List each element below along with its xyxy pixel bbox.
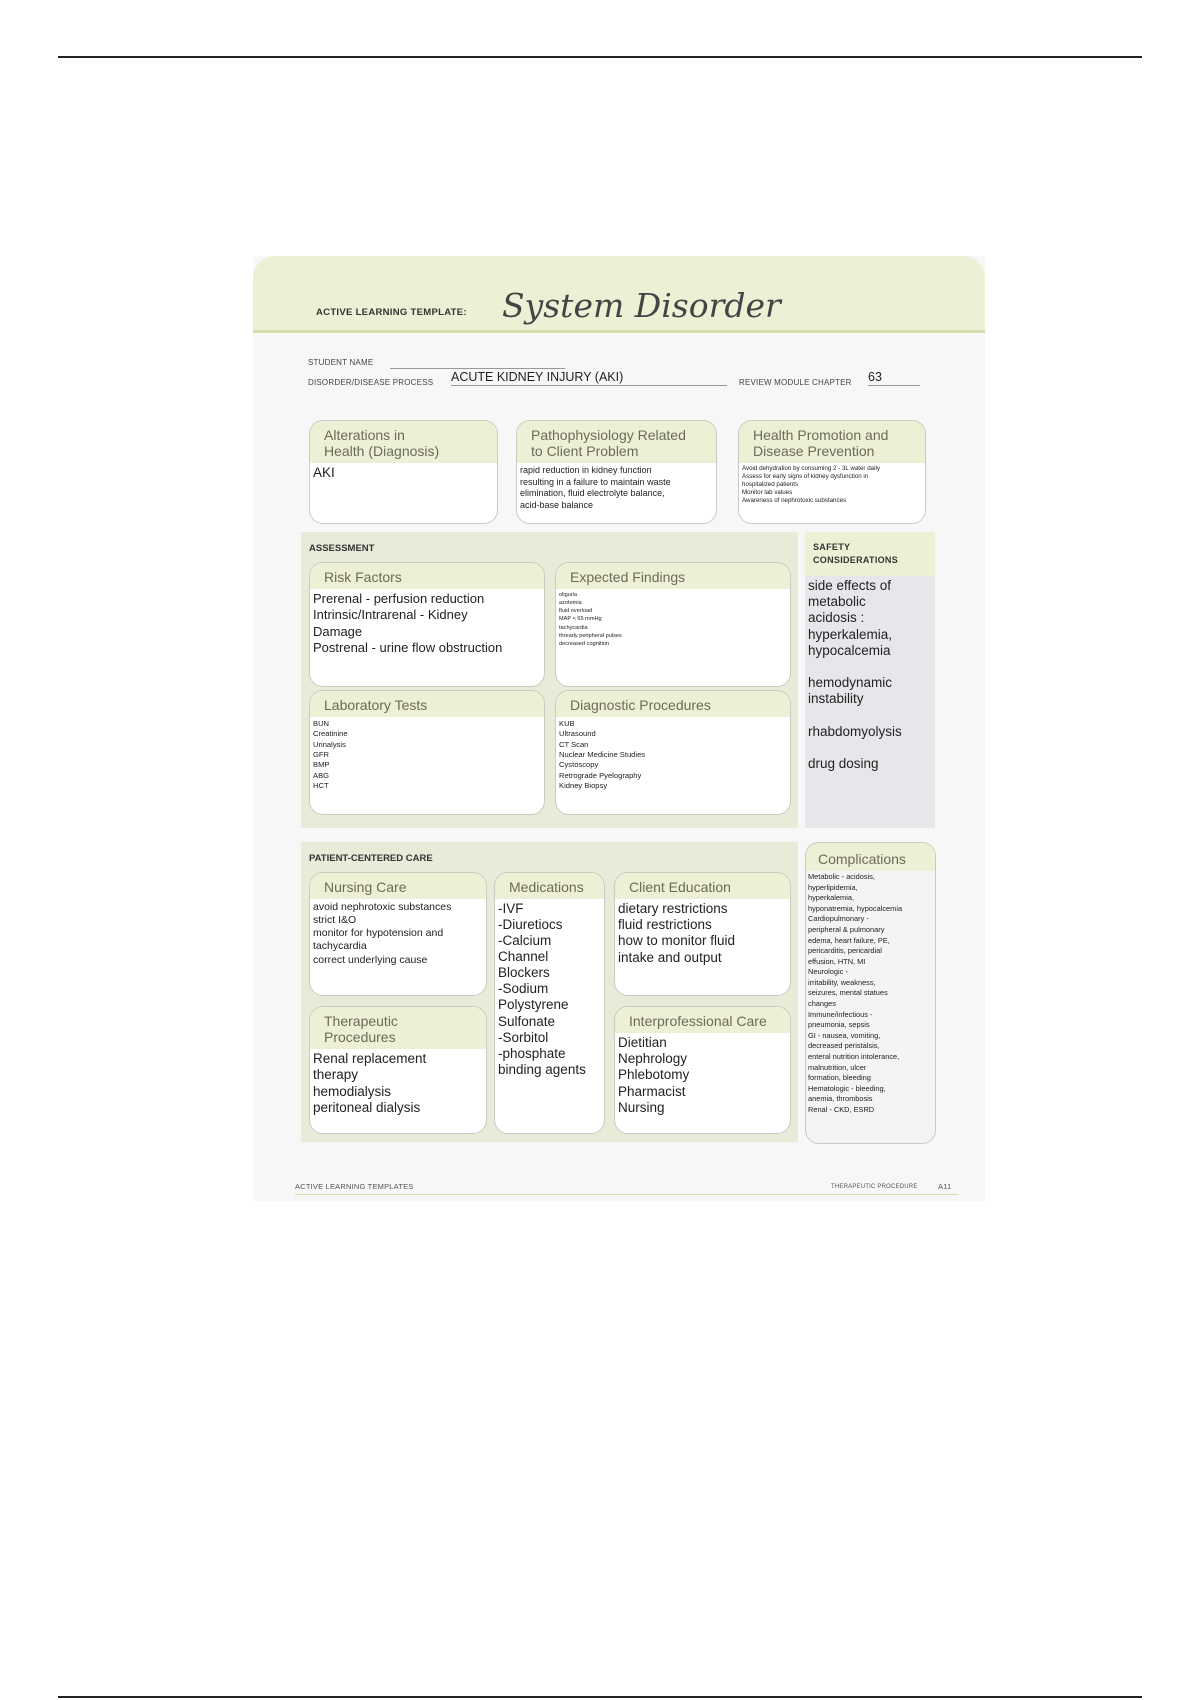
nursing-care-content[interactable]: avoid nephrotoxic substances strict I&O monitor for hypotension and tachycardia correct underlying cause <box>313 901 452 966</box>
disorder-field[interactable] <box>451 368 727 386</box>
health-promotion-title: Health Promotion and Disease Prevention <box>739 421 925 463</box>
patient-care-label: PATIENT-CENTERED CARE <box>309 853 433 864</box>
health-promotion-content[interactable]: Avoid dehydration by consuming 2 - 3L water daily Assess for early signs of kidney dysfunction in hospitalized patients Monitor lab values Awareness of nephrotoxic substances <box>742 465 880 505</box>
nursing-care-box <box>309 872 487 996</box>
student-name-label: STUDENT NAME <box>308 358 374 367</box>
diagnostic-procedures-box <box>555 690 791 815</box>
laboratory-tests-title: Laboratory Tests <box>310 691 544 717</box>
safety-header <box>805 532 935 576</box>
expected-findings-box <box>555 562 791 687</box>
chapter-label: REVIEW MODULE CHAPTER <box>739 378 852 387</box>
disorder-label: DISORDER/DISEASE PROCESS <box>308 378 434 387</box>
footer-rule <box>295 1194 958 1195</box>
disorder-value: ACUTE KIDNEY INJURY (AKI) <box>451 370 624 384</box>
complications-title: Complications <box>806 843 935 871</box>
risk-factors-box <box>309 562 545 687</box>
client-education-content[interactable]: dietary restrictions fluid restrictions how to monitor fluid intake and output <box>618 901 736 965</box>
medications-box <box>494 872 605 1134</box>
interprofessional-care-box <box>614 1006 791 1134</box>
complications-content[interactable]: Metabolic - acidosis, hyperlipidemia, hyperkalemia, hyponatremia, hypocalcemia Cardiopulmonary - peripheral & pulmonary edema, heart failure, PE, pericarditis, pericardial effusion, HTN, MI Neurologic - irritability, weakness, seizures, mental statues changes Immune/infectious - pneumonia, sepsis GI - nausea, vomiting, decreased peristalsis, enteral nutrition intolerance, malnutrition, ulcer formation, bleeding Hematologic - bleeding, anemia, thrombosis Renal - CKD, ESRD <box>808 872 903 1114</box>
diagnostic-procedures-title: Diagnostic Procedures <box>556 691 790 717</box>
risk-factors-title: Risk Factors <box>310 563 544 589</box>
footer-left: ACTIVE LEARNING TEMPLATES <box>295 1182 414 1191</box>
system-disorder-template <box>253 256 985 1201</box>
risk-factors-content[interactable]: Prerenal - perfusion reduction Intrinsic/Intrarenal - Kidney Damage Postrenal - urine flow obstruction <box>313 591 503 655</box>
laboratory-tests-box <box>309 690 545 815</box>
safety-label: SAFETY CONSIDERATIONS <box>813 542 899 565</box>
template-prefix: ACTIVE LEARNING TEMPLATE: <box>316 307 467 318</box>
expected-findings-title: Expected Findings <box>556 563 790 589</box>
therapeutic-procedures-title: Therapeutic Procedures <box>310 1007 486 1049</box>
diagnostic-procedures-content[interactable]: KUB Ultrasound CT Scan Nuclear Medicine Studies Cystoscopy Retrograde Pyelography Kidney Biopsy <box>559 719 646 790</box>
expected-findings-content[interactable]: oliguria azotemia fluid overload MAP < 65 mmHg tachycardia thready peripheral pulses decreased cognition <box>559 592 622 647</box>
health-promotion-box <box>738 420 926 524</box>
assessment-label: ASSESSMENT <box>309 543 375 554</box>
page-title: System Disorder <box>502 286 781 325</box>
pathophysiology-box <box>516 420 717 524</box>
medications-content[interactable]: -IVF -Diuretiocs -Calcium Channel Blockers -Sodium Polystyrene Sulfonate -Sorbitol -phosphate binding agents <box>498 901 586 1077</box>
pathophysiology-content[interactable]: rapid reduction in kidney function resulting in a failure to maintain waste elimination, fluid electrolyte balance, acid-base balance <box>520 465 671 510</box>
pathophysiology-title: Pathophysiology Related to Client Problem <box>517 421 716 463</box>
interprofessional-care-title: Interprofessional Care <box>615 1007 790 1033</box>
therapeutic-procedures-content[interactable]: Renal replacement therapy hemodialysis peritoneal dialysis <box>313 1051 427 1115</box>
footer-right: THERAPEUTIC PROCEDURE <box>831 1184 918 1190</box>
footer-page: A11 <box>938 1182 952 1191</box>
chapter-field[interactable] <box>868 368 920 386</box>
nursing-care-title: Nursing Care <box>310 873 486 899</box>
template-header <box>253 256 985 333</box>
top-rule <box>58 56 1142 58</box>
client-education-box <box>614 872 791 996</box>
medications-title: Medications <box>495 873 604 899</box>
bottom-rule <box>58 1696 1142 1698</box>
safety-content[interactable]: side effects of metabolic acidosis : hyperkalemia, hypocalcemia hemodynamic instability rhabdomyolysis drug dosing <box>808 578 902 772</box>
safety-panel <box>805 532 935 828</box>
interprofessional-care-content[interactable]: Dietitian Nephrology Phlebotomy Pharmacist Nursing <box>618 1035 690 1115</box>
complications-box <box>805 842 936 1144</box>
client-education-title: Client Education <box>615 873 790 899</box>
alterations-content[interactable]: AKI <box>313 465 335 481</box>
chapter-value: 63 <box>868 370 882 384</box>
alterations-title: Alterations in Health (Diagnosis) <box>310 421 497 463</box>
alterations-box <box>309 420 498 524</box>
laboratory-tests-content[interactable]: BUN Creatinine Urinalysis GFR BMP ABG HCT <box>313 719 348 790</box>
therapeutic-procedures-box <box>309 1006 487 1134</box>
